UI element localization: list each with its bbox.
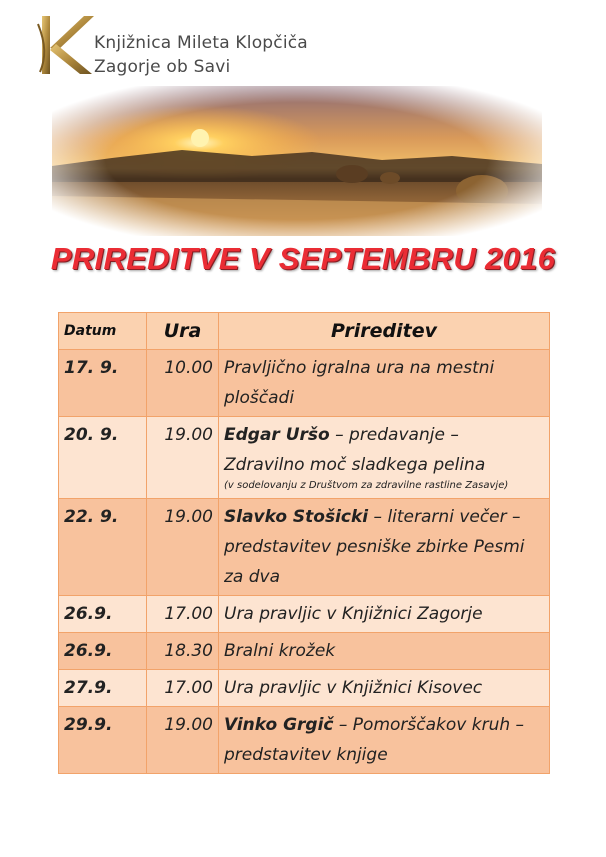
event-date: 26.9. <box>59 596 147 633</box>
event-time: 19.00 <box>147 499 219 596</box>
event-note: (v sodelovanju z Društvom za zdravilne rastline Zasavje) <box>224 480 509 491</box>
header-date: Datum <box>59 313 147 350</box>
library-logo <box>36 14 94 76</box>
event-time: 18.30 <box>147 633 219 670</box>
table-row <box>59 417 550 499</box>
event-description <box>219 707 550 774</box>
event-text: Pravljično igralna ura na mestni ploščadi <box>224 358 495 408</box>
event-text: Bralni krožek <box>224 641 336 661</box>
event-description <box>219 499 550 596</box>
event-speaker: Slavko Stošicki <box>224 507 369 527</box>
event-date: 22. 9. <box>59 499 147 596</box>
header-time: Ura <box>147 313 219 350</box>
event-speaker: Edgar Uršo <box>224 425 330 445</box>
event-description <box>219 596 550 633</box>
table-row <box>59 596 550 633</box>
event-speaker: Vinko Grgič <box>224 715 334 735</box>
event-text: Ura pravljic v Knjižnici Kisovec <box>224 678 483 698</box>
table-row <box>59 707 550 774</box>
table-row <box>59 633 550 670</box>
event-time: 19.00 <box>147 707 219 774</box>
sunset-field-photo <box>52 86 542 236</box>
event-date: 26.9. <box>59 633 147 670</box>
event-date: 29.9. <box>59 707 147 774</box>
table-row <box>59 670 550 707</box>
page-title: PRIREDITVE V SEPTEMBRU 2016 <box>50 241 556 276</box>
event-text: Ura pravljic v Knjižnici Zagorje <box>224 604 483 624</box>
event-date: 27.9. <box>59 670 147 707</box>
event-text: – literarni večer – predstavitev pesniške zbirke Pesmi za dva <box>224 507 525 587</box>
event-description <box>219 350 550 417</box>
event-date: 17. 9. <box>59 350 147 417</box>
events-table <box>58 312 550 774</box>
event-time: 10.00 <box>147 350 219 417</box>
event-time: 17.00 <box>147 670 219 707</box>
table-row <box>59 499 550 596</box>
event-description <box>219 670 550 707</box>
table-row <box>59 350 550 417</box>
table-header-row <box>59 313 550 350</box>
event-text: – Pomorščakov kruh – predstavitev knjige <box>224 715 525 765</box>
event-text: – predavanje – Zdravilno moč sladkega pelina <box>224 425 486 475</box>
event-description <box>219 417 550 499</box>
event-date: 20. 9. <box>59 417 147 499</box>
library-name <box>94 31 308 79</box>
event-time: 17.00 <box>147 596 219 633</box>
library-name-line2: Zagorje ob Savi <box>94 57 231 77</box>
event-time: 19.00 <box>147 417 219 499</box>
header-event: Prireditev <box>219 313 550 350</box>
event-description <box>219 633 550 670</box>
library-name-line1: Knjižnica Mileta Klopčiča <box>94 33 308 53</box>
